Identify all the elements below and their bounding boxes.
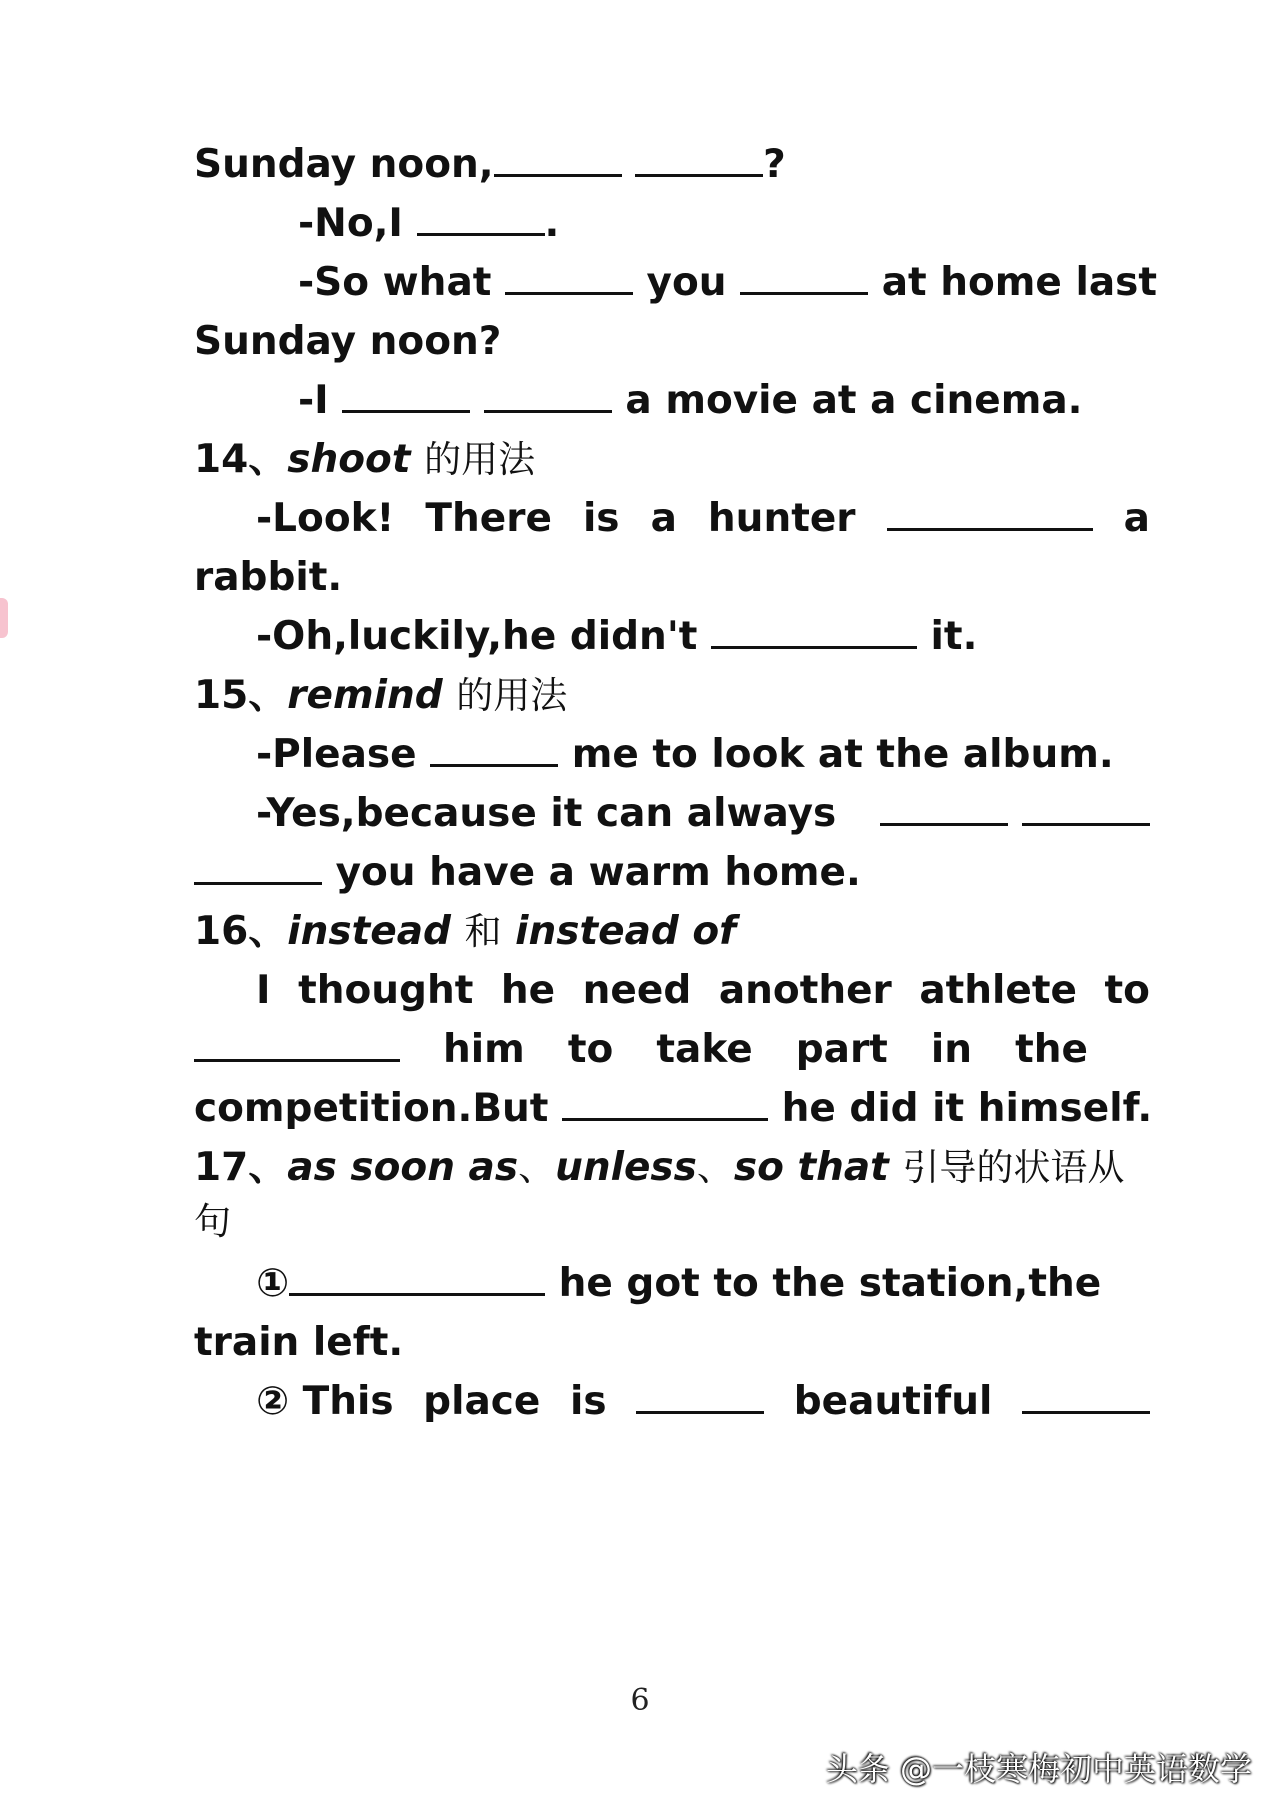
blank[interactable]	[484, 376, 612, 413]
word: take	[656, 1027, 753, 1072]
word: a	[1123, 496, 1150, 541]
text: Sunday noon,	[194, 142, 494, 187]
keyword: instead of	[515, 909, 737, 954]
text: it.	[916, 614, 978, 659]
text: rabbit.	[194, 555, 343, 600]
keyword: so that	[733, 1145, 889, 1190]
text: ?	[763, 142, 786, 187]
item-number: 15、	[194, 673, 288, 718]
heading-cn: 的用法	[424, 438, 536, 481]
line-i-thought	[194, 966, 1150, 1016]
text: Sunday noon?	[194, 319, 502, 364]
heading-15	[194, 671, 1088, 721]
heading-cn: 和	[464, 910, 502, 953]
word: him	[443, 1027, 525, 1072]
keyword: shoot	[287, 437, 411, 482]
word: a	[650, 496, 677, 541]
page-edge-mark	[0, 598, 8, 638]
keyword: as soon as	[287, 1145, 519, 1190]
line-train-left	[194, 1318, 1088, 1368]
word: in	[930, 1027, 973, 1072]
word: the	[1015, 1027, 1088, 1072]
word: to	[567, 1027, 614, 1072]
word: another	[718, 968, 892, 1013]
word: I	[256, 968, 271, 1013]
line-rabbit	[194, 553, 1088, 603]
text: train left.	[194, 1320, 404, 1365]
circled-number: ②	[256, 1379, 290, 1424]
blank[interactable]	[505, 258, 633, 295]
line-look-hunter	[194, 494, 1150, 544]
keyword: remind	[287, 673, 443, 718]
word: hunter	[707, 496, 856, 541]
word: athlete	[919, 968, 1077, 1013]
line-circled-1	[194, 1259, 1150, 1309]
blank[interactable]	[289, 1259, 545, 1296]
watermark: 头条 @一枝寒梅初中英语数学	[825, 1750, 1252, 1788]
text: you	[632, 260, 741, 305]
page-number: 6	[630, 1683, 650, 1718]
word: This	[302, 1379, 394, 1424]
heading-14	[194, 435, 1088, 485]
item-number: 14、	[194, 437, 288, 482]
text: -Oh,luckily,he didn't	[256, 614, 711, 659]
line-please	[194, 730, 1150, 780]
word: place	[423, 1379, 541, 1424]
heading-cn: 引导的状语从	[902, 1146, 1125, 1189]
line-him-to-take-part	[194, 1025, 1088, 1075]
keyword: instead	[287, 909, 451, 954]
blank[interactable]	[880, 789, 1008, 826]
line-sunday-noon-question	[194, 140, 1088, 190]
line-so-what	[194, 258, 1192, 308]
keyword: unless	[555, 1145, 697, 1190]
heading-cn: 的用法	[456, 674, 568, 717]
line-circled-2	[194, 1377, 1150, 1427]
word: There	[425, 496, 552, 541]
blank[interactable]	[194, 848, 322, 885]
blank[interactable]	[494, 140, 622, 177]
text: he got to the station,the	[545, 1261, 1102, 1306]
line-no-i	[194, 199, 1192, 249]
blank[interactable]	[562, 1084, 768, 1121]
word: need	[582, 968, 692, 1013]
blank[interactable]	[740, 258, 868, 295]
blank[interactable]	[430, 730, 558, 767]
blank[interactable]	[887, 494, 1093, 531]
text: a movie at a cinema.	[611, 378, 1083, 423]
separator: 、	[696, 1146, 734, 1189]
text: at home last	[868, 260, 1158, 305]
word: he	[500, 968, 556, 1013]
blank[interactable]	[342, 376, 470, 413]
text: -Please	[256, 732, 431, 777]
line-sunday-noon	[194, 317, 1088, 367]
line-oh-luckily	[194, 612, 1150, 662]
item-number: 17、	[194, 1145, 288, 1190]
word: part	[795, 1027, 888, 1072]
text: he did it himself.	[768, 1086, 1153, 1131]
item-number: 16、	[194, 909, 288, 954]
word: -Look!	[256, 496, 395, 541]
text: -No,I	[298, 201, 417, 246]
text: competition.But	[194, 1086, 563, 1131]
word: is	[582, 496, 620, 541]
word: beautiful	[793, 1379, 993, 1424]
text: -I	[298, 378, 343, 423]
blank[interactable]	[417, 199, 545, 236]
text: -Yes,because it can always	[256, 791, 837, 836]
line-competition	[194, 1084, 1153, 1134]
circled-number: ①	[256, 1261, 290, 1306]
separator: 、	[518, 1146, 556, 1189]
line-i-movie	[194, 376, 1192, 426]
blank[interactable]	[1022, 789, 1150, 826]
text: me to look at the album.	[558, 732, 1114, 777]
heading-17	[194, 1143, 1125, 1193]
word: is	[569, 1379, 607, 1424]
blank[interactable]	[635, 140, 763, 177]
text: -So what	[298, 260, 505, 305]
text: .	[544, 201, 560, 246]
line-warm-home	[194, 848, 1088, 898]
blank[interactable]	[636, 1377, 764, 1414]
word: to	[1104, 968, 1150, 1013]
blank[interactable]	[194, 1025, 400, 1062]
blank[interactable]	[711, 612, 917, 649]
word: thought	[298, 968, 474, 1013]
text: you have a warm home.	[322, 850, 861, 895]
blank[interactable]	[1022, 1377, 1150, 1414]
heading-17-cont	[194, 1197, 1088, 1247]
heading-16	[194, 907, 1088, 957]
line-yes-because	[194, 789, 1150, 839]
heading-cn: 句	[194, 1200, 231, 1243]
